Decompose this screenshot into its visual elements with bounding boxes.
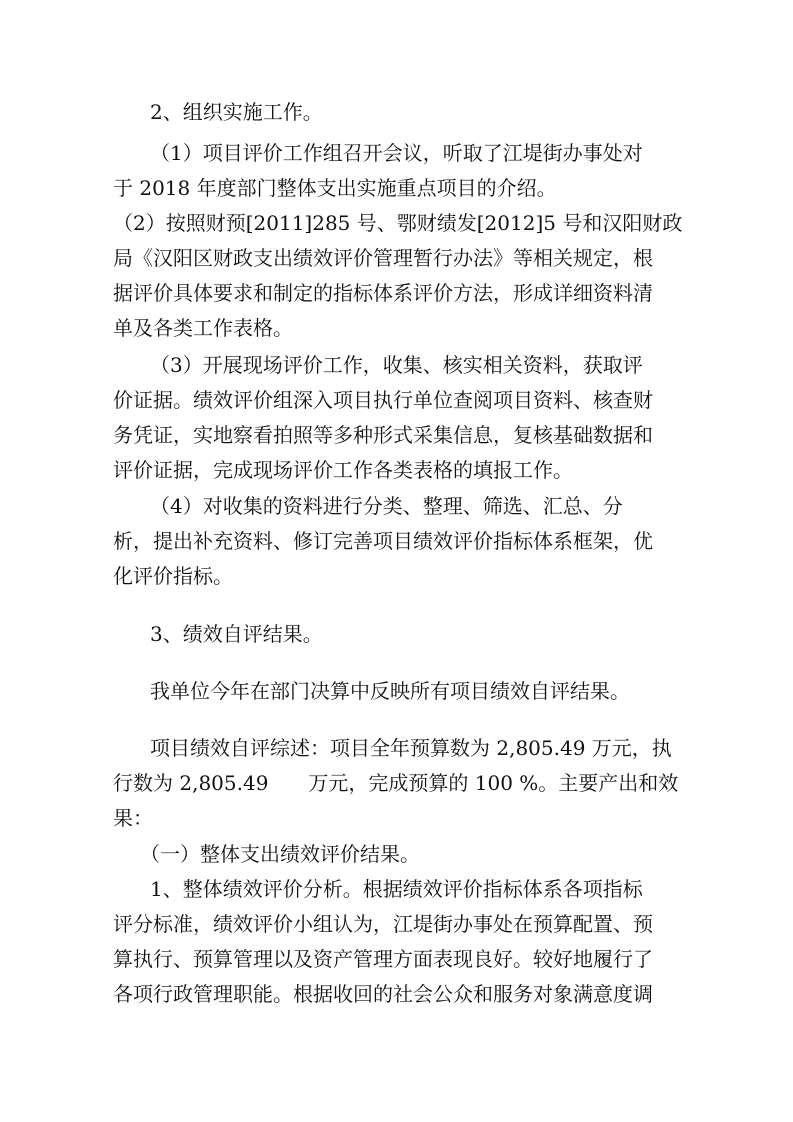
paragraph-item-4-line-3: 化评价指标。 (113, 564, 233, 588)
summary-line-1: 项目绩效自评综述：项目全年预算数为 2,805.49 万元，执 (150, 736, 672, 760)
paragraph-item-2-line-2: 局《汉阳区财政支出绩效评价管理暂行办法》等相关规定，根 (113, 246, 653, 270)
paragraph-item-1-line-2: 于 2018 年度部门整体支出实施重点项目的介绍。 (113, 176, 557, 200)
paragraph-item-2-line-3: 据评价具体要求和制定的指标体系评价方法，形成详细资料清 (113, 281, 653, 305)
summary-line-2: 行数为 2,805.49 万元，完成预算的 100 %。主要产出和效 (113, 771, 679, 795)
paragraph-item-2-line-1: （2）按照财预[2011]285 号、鄂财绩发[2012]5 号和汉阳财政 (113, 211, 683, 235)
section-heading-organize: 2、组织实施工作。 (150, 100, 323, 124)
paragraph-item-2-line-4: 单及各类工作表格。 (113, 316, 293, 340)
summary-line-3: 果： (113, 806, 153, 830)
subheading-overall-results: （一）整体支出绩效评价结果。 (140, 842, 420, 866)
analysis-line-3: 算执行、预算管理以及资产管理方面表现良好。较好地履行了 (113, 947, 653, 971)
paragraph-item-3-line-3: 务凭证，实地察看拍照等多种形式采集信息，复核基础数据和 (113, 423, 653, 447)
paragraph-item-3-line-2: 价证据。绩效评价组深入项目执行单位查阅项目资料、核查财 (113, 388, 653, 412)
analysis-line-1: 1、整体绩效评价分析。根据绩效评价指标体系各项指标 (150, 877, 643, 901)
paragraph-item-1-line-1: （1）项目评价工作组召开会议，听取了江堤街办事处对 (150, 141, 643, 165)
paragraph-item-3-line-4: 评价证据，完成现场评价工作各类表格的填报工作。 (113, 458, 573, 482)
paragraph-item-4-line-2: 析，提出补充资料、修订完善项目绩效评价指标体系框架，优 (113, 529, 653, 553)
analysis-line-4: 各项行政管理职能。根据收回的社会公众和服务对象满意度调 (113, 982, 653, 1006)
section-heading-self-eval: 3、绩效自评结果。 (150, 622, 323, 646)
self-eval-statement: 我单位今年在部门决算中反映所有项目绩效自评结果。 (150, 679, 630, 703)
paragraph-item-3-line-1: （3）开展现场评价工作，收集、核实相关资料，获取评 (150, 353, 643, 377)
paragraph-item-4-line-1: （4）对收集的资料进行分类、整理、筛选、汇总、分 (150, 494, 623, 518)
analysis-line-2: 评分标准，绩效评价小组认为，江堤街办事处在预算配置、预 (113, 912, 653, 936)
